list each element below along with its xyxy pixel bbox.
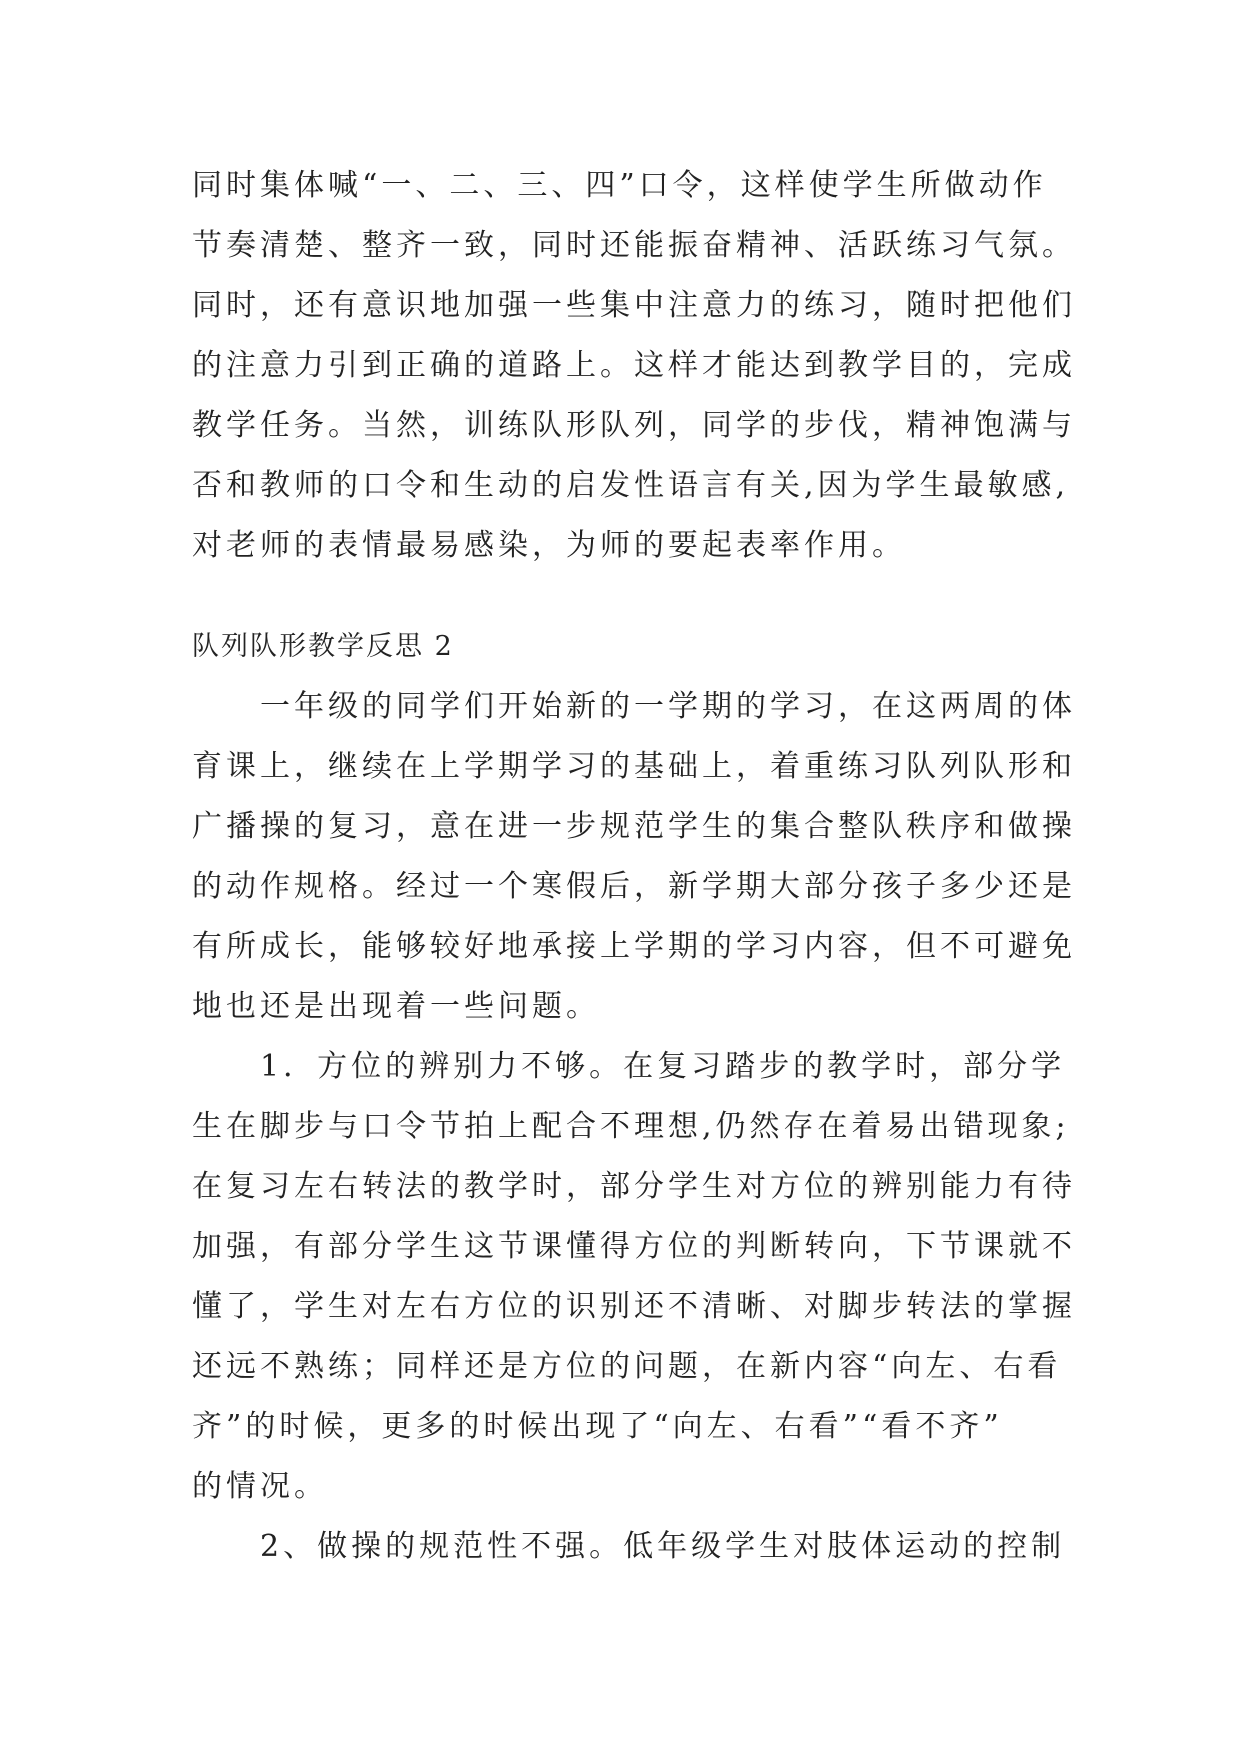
text-line: 懂了，学生对左右方位的识别还不清晰、对脚步转法的掌握 (192, 1289, 1076, 1324)
text-line: 地也还是出现着一些问题。 (192, 989, 600, 1024)
section-body (192, 677, 1076, 1577)
text-line: 2、做操的规范性不强。低年级学生对肢体运动的控制 (192, 1529, 1066, 1564)
text-line: 加强，有部分学生这节课懂得方位的判断转向，下节课就不 (192, 1229, 1076, 1264)
section-heading: 队列队形教学反思 2 (192, 631, 454, 662)
text-line: 一年级的同学们开始新的一学期的学习，在这两周的体 (192, 689, 1076, 724)
text-line: 在复习左右转法的教学时，部分学生对方位的辨别能力有待 (192, 1169, 1076, 1204)
text-line: 对老师的表情最易感染，为师的要起表率作用。 (192, 528, 906, 563)
text-line: 1．方位的辨别力不够。在复习踏步的教学时，部分学 (192, 1049, 1066, 1084)
text-line: 广播操的复习，意在进一步规范学生的集合整队秩序和做操 (192, 809, 1076, 844)
text-line: 同时集体喊“一、二、三、四”口令，这样使学生所做动作 (192, 168, 1047, 203)
text-line: 有所成长，能够较好地承接上学期的学习内容，但不可避免 (192, 929, 1076, 964)
text-line: 齐”的时候，更多的时候出现了“向左、右看”“看不齐” (192, 1409, 1003, 1444)
text-line: 同时，还有意识地加强一些集中注意力的练习，随时把他们 (192, 288, 1076, 323)
text-line: 的注意力引到正确的道路上。这样才能达到教学目的，完成 (192, 348, 1076, 383)
text-line: 教学任务。当然，训练队形队列，同学的步伐，精神饱满与 (192, 408, 1076, 443)
text-line: 育课上，继续在上学期学习的基础上，着重练习队列队形和 (192, 749, 1076, 784)
text-line: 否和教师的口令和生动的启发性语言有关,因为学生最敏感, (192, 468, 1070, 503)
text-line: 还远不熟练；同样还是方位的问题，在新内容“向左、右看 (192, 1349, 1062, 1384)
text-line: 的动作规格。经过一个寒假后，新学期大部分孩子多少还是 (192, 869, 1076, 904)
continuation-paragraph (192, 156, 1076, 576)
text-line: 生在脚步与口令节拍上配合不理想,仍然存在着易出错现象; (192, 1109, 1070, 1144)
text-line: 的情况。 (192, 1469, 328, 1504)
text-line: 节奏清楚、整齐一致，同时还能振奋精神、活跃练习气氛。 (192, 228, 1076, 263)
